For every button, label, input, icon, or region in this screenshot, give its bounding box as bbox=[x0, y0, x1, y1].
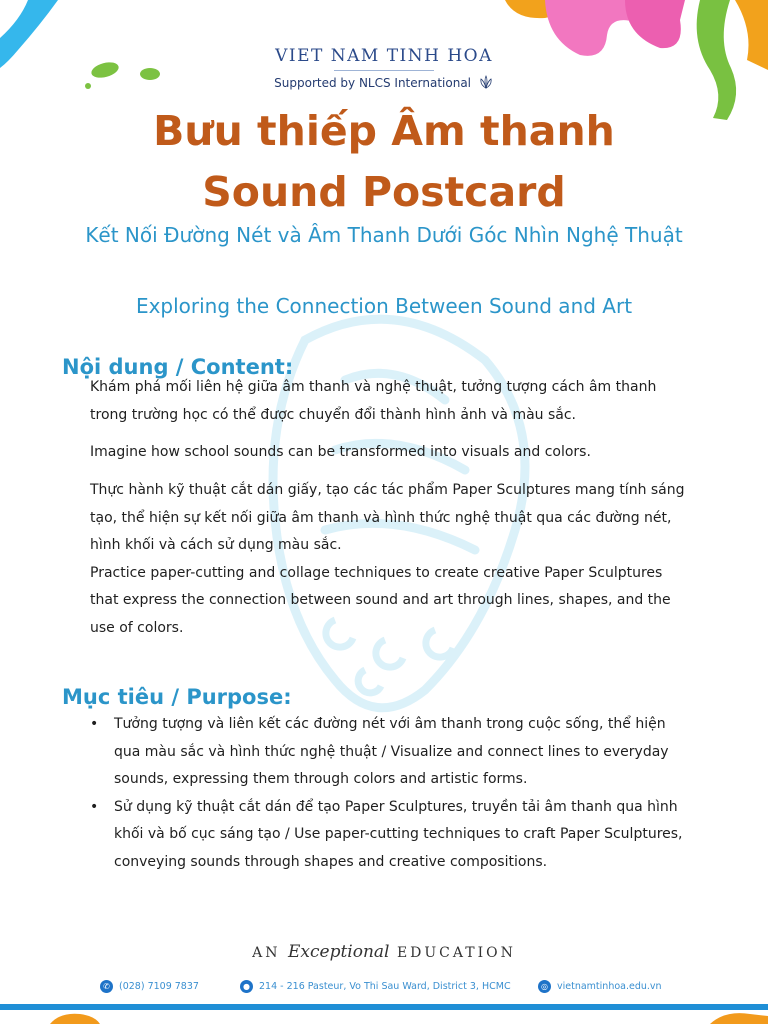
brand-divider bbox=[334, 70, 434, 71]
footer-bar bbox=[0, 1004, 768, 1010]
contact-phone bbox=[100, 980, 199, 993]
website-link[interactable]: vietnamtinhoa.edu.vn bbox=[557, 981, 662, 992]
decor-bottom-right bbox=[690, 1010, 768, 1024]
decor-bottom-left bbox=[0, 1010, 120, 1024]
globe-icon: ◎ bbox=[538, 980, 551, 993]
content-paragraph-3 bbox=[90, 477, 690, 642]
content-heading: Nội dung / Content: bbox=[62, 355, 294, 379]
list-item bbox=[90, 711, 690, 794]
list-item bbox=[90, 794, 690, 877]
title-vietnamese: Bưu thiếp Âm thanh bbox=[153, 107, 615, 155]
location-pin-icon: ● bbox=[240, 980, 253, 993]
bullet-icon: • bbox=[90, 716, 99, 732]
lotus-icon bbox=[478, 75, 494, 89]
content-paragraph-3-vi: Thực hành kỹ thuật cắt dán giấy, tạo các tác phẩm Paper Sculptures mang tính sáng tạo, thể hiện sự kết nối giữa âm thanh và hình thức nghệ thuật qua các đường nét, hình khối và cách sử dụng màu sắc. bbox=[90, 482, 685, 553]
subtitle-english: Exploring the Connection Between Sound and Art bbox=[135, 294, 633, 318]
purpose-heading: Mục tiêu / Purpose: bbox=[62, 685, 292, 709]
content-paragraph-2: Imagine how school sounds can be transformed into visuals and colors. bbox=[90, 444, 591, 460]
phone-icon: ✆ bbox=[100, 980, 113, 993]
contact-website bbox=[538, 980, 662, 993]
subtitle-vietnamese: Kết Nối Đường Nét và Âm Thanh Dưới Góc Nhìn Nghệ Thuật bbox=[85, 223, 683, 247]
phone-text: (028) 7109 7837 bbox=[119, 981, 199, 992]
content-paragraph-3-en: Practice paper-cutting and collage techniques to create creative Paper Sculptures that express the connection between sound and art through lines, shapes, and the use of colors. bbox=[90, 564, 671, 636]
tagline-an: AN bbox=[252, 945, 281, 961]
title-english: Sound Postcard bbox=[202, 168, 566, 216]
brand-supported-text: Supported by NLCS International bbox=[274, 76, 472, 90]
brand-supported-by bbox=[0, 75, 768, 90]
brand-name: VIET NAM TINH HOA bbox=[275, 46, 493, 66]
contact-address bbox=[240, 980, 511, 993]
address-text: 214 - 216 Pasteur, Vo Thi Sau Ward, District 3, HCMC bbox=[259, 981, 511, 992]
tagline bbox=[0, 942, 768, 962]
bullet-icon: • bbox=[90, 798, 99, 815]
purpose-item-text: Sử dụng kỹ thuật cắt dán để tạo Paper Sculptures, truyền tải âm thanh qua hình khối và bố cục sáng tạo / Use paper-cutting techniques to craft Paper Sculptures, conveying sounds through shapes and creative compositions. bbox=[114, 798, 683, 870]
content-paragraph-1: Khám phá mối liên hệ giữa âm thanh và nghệ thuật, tưởng tượng cách âm thanh trong trường học có thể được chuyển đổi thành hình ảnh và màu sắc. bbox=[90, 379, 657, 423]
purpose-list bbox=[90, 711, 690, 876]
purpose-item-text: Tưởng tượng và liên kết các đường nét với âm thanh trong cuộc sống, thể hiện qua màu sắc và hình thức nghệ thuật / Visualize and connect lines to everyday sounds, expressing them through colors and artistic forms. bbox=[114, 716, 669, 787]
tagline-education: EDUCATION bbox=[396, 945, 516, 961]
tagline-script: Exceptional bbox=[287, 942, 390, 962]
